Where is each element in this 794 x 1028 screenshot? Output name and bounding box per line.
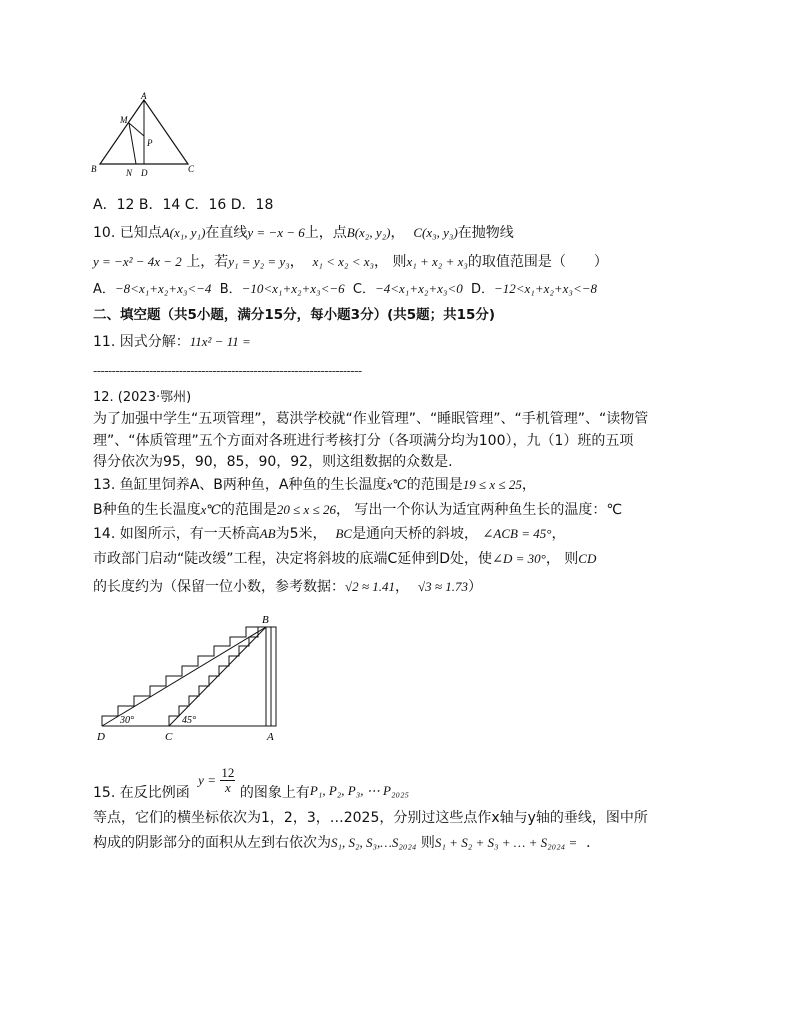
q13-text-b: B种鱼的生长温度 [93, 502, 201, 518]
q15-line2: 等点，它们的横坐标依次为1，2，3，…2025，分别过这些点作x轴与y轴的垂线，图中所 [93, 810, 648, 826]
q12-source: 12. (2023·鄂州) [93, 390, 192, 405]
q14-line2 [93, 548, 596, 568]
q14-line1 [93, 523, 565, 543]
fig2-label-b: B [262, 614, 269, 626]
q12-line2: 理”、“体质管理”五个方面对各班进行考核打分（各项满分均为100），九（1）班的五项 [93, 433, 634, 449]
triangle-figure [88, 92, 200, 178]
fig2-angle-30: 30° [120, 715, 134, 726]
q10-line1 [93, 222, 514, 242]
q10-line-eq: y = −x − 6 [247, 225, 305, 240]
q14-sqrt2: √2 ≈ 1.41 [345, 579, 396, 594]
q14-angle-d: ∠D = 30° [492, 551, 546, 566]
q10-parabola-eq: y = −x² − 4x − 2 [93, 254, 182, 269]
q13-range-b: 20 ≤ x ≤ 26 [276, 502, 336, 517]
q13-range-a: 19 ≤ x ≤ 25 [462, 477, 522, 492]
fig2-angle-45: 45° [182, 715, 196, 726]
q10-cond1: y₁ = y₂ = y₃ [228, 254, 290, 269]
fig1-label-c: C [188, 164, 195, 174]
staircase-figure [92, 610, 292, 745]
q10-intro: 10. 已知点 [93, 225, 162, 241]
q10-point-b: B(x₂, y₂) [346, 225, 391, 240]
q10-line2 [93, 251, 608, 271]
q14-cd: CD [578, 551, 597, 566]
q15-text-graph: 的图象上有 [239, 784, 310, 801]
q9-options: A．12 B．14 C．16 D．18 [93, 197, 274, 213]
q14-sqrt3: √3 ≈ 1.73 [417, 579, 468, 594]
q14-comma: ， [551, 526, 566, 542]
q12-line1: 为了加强中学生“五项管理”，葛洪学校就“作业管理”、“睡眠管理”、“手机管理”、“读物管 [93, 411, 649, 427]
q10-sum: x₁ + x₂ + x₃ [406, 254, 468, 269]
q10-text-sep: ， [289, 254, 304, 270]
q15-text-areas: 构成的阴影部分的面积从左到右依次为 [93, 835, 331, 851]
q13-comma: ， [521, 477, 536, 493]
q14-sep: ， [395, 579, 410, 595]
q13-line1 [93, 474, 536, 494]
q11-text: 11. 因式分解： [93, 334, 190, 350]
q10-cond2: x₁ < x₂ < x₃ [312, 254, 375, 269]
fig2-label-c: C [165, 731, 173, 743]
fig1-label-p: P [147, 138, 153, 148]
q10-text-then: ， 则 [374, 254, 407, 270]
q10-text-point: 上，点 [304, 225, 347, 241]
q15-fraction-den: x [225, 780, 231, 795]
q15-func-y: y = [198, 772, 216, 788]
section-heading: 二、填空题（共5小题，满分15分，每小题3分）(共5题；共15分) [93, 307, 496, 323]
q14-text-height: 为5米， [275, 526, 327, 542]
q10-options [93, 278, 597, 297]
q15-intro: 15. 在反比例函 [93, 784, 190, 801]
q10-comma: ， [390, 225, 405, 241]
q14-bc: BC [335, 526, 353, 541]
q15-areas: S₁, S₂, S₃,…S₂₀₂₄ [331, 835, 417, 850]
q10-text-parabola: 在抛物线 [457, 225, 514, 241]
q10-option-d: −12<x₁+x₂+x₃<−8 [493, 281, 597, 296]
q14-ab: AB [259, 526, 276, 541]
fig2-label-d: D [97, 731, 105, 743]
divider: ------------------------------------------------------------------------ [93, 364, 362, 378]
q15-line1 [93, 765, 410, 801]
fig1-label-a: A [141, 92, 147, 101]
q15-points: P₁, P₂, P₃, ⋯ P₂₀₂₅ [309, 782, 410, 798]
q13-intro: 13. 鱼缸里饲养A、B两种鱼，A种鱼的生长温度 [93, 477, 387, 493]
q10-point-c: C(x₃, y₃) [413, 225, 458, 240]
q10-option-b-label: B． [219, 282, 242, 297]
q11-expr: 11x² − 11 = [189, 334, 251, 349]
q10-option-a: −8<x₁+x₂+x₃<−4 [114, 281, 212, 296]
q10-option-a-label: A． [93, 282, 115, 297]
q15-fraction [220, 766, 235, 795]
q12-line3: 得分依次为95，90，85，90，92，则这组数据的众数是. [93, 454, 453, 470]
q13-line2 [93, 499, 622, 519]
q14-intro: 14. 如图所示，有一天桥高 [93, 526, 260, 542]
q10-text-range: 的取值范围是（ ） [467, 254, 608, 270]
q10-option-c-label: C． [352, 282, 375, 297]
fig2-label-a: A [267, 731, 274, 743]
q14-text-slope: 是通向天桥的斜坡， [352, 526, 479, 542]
q15-line3 [93, 832, 600, 852]
q14-text-project: 市政部门启动“陡改缓”工程，决定将斜坡的底端C延伸到D处，使 [93, 551, 493, 567]
fig1-label-d: D [141, 168, 148, 178]
fig1-label-b: B [91, 164, 97, 174]
q10-option-c: −4<x₁+x₂+x₃<0 [374, 281, 463, 296]
q13-temp-b: x℃ [200, 502, 221, 517]
q10-option-d-label: D． [470, 282, 494, 297]
fig1-label-n: N [126, 168, 133, 178]
fig1-label-m: M [120, 115, 128, 125]
q10-text-line: 在直线 [205, 225, 248, 241]
q14-text-then: ， 则 [545, 551, 579, 567]
q15-text-then: 则 [420, 835, 435, 851]
q10-point-a: A(x₁, y₁) [161, 225, 206, 240]
q13-text-range-a: 的范围是 [406, 477, 463, 493]
q11-line [93, 331, 251, 351]
q14-close: ） [467, 579, 482, 595]
q15-end: ． [586, 835, 601, 851]
q14-text-length: 的长度约为（保留一位小数，参考数据： [93, 579, 345, 595]
q10-option-b: −10<x₁+x₂+x₃<−6 [241, 281, 345, 296]
q10-text-if: 上，若 [186, 254, 229, 270]
q14-line3 [93, 576, 482, 596]
q13-text-answer: ， 写出一个你认为适宜两种鱼生长的温度：℃ [335, 502, 623, 518]
q15-fraction-num: 12 [221, 765, 235, 780]
q14-angle-acb: ∠ACB = 45° [482, 526, 552, 541]
q13-text-range-b: 的范围是 [220, 502, 277, 518]
q13-temp-a: x℃ [386, 477, 407, 492]
q15-sum: S₁ + S₂ + S₃ + … + S₂₀₂₄ = [434, 835, 578, 850]
q15-function [198, 766, 235, 795]
